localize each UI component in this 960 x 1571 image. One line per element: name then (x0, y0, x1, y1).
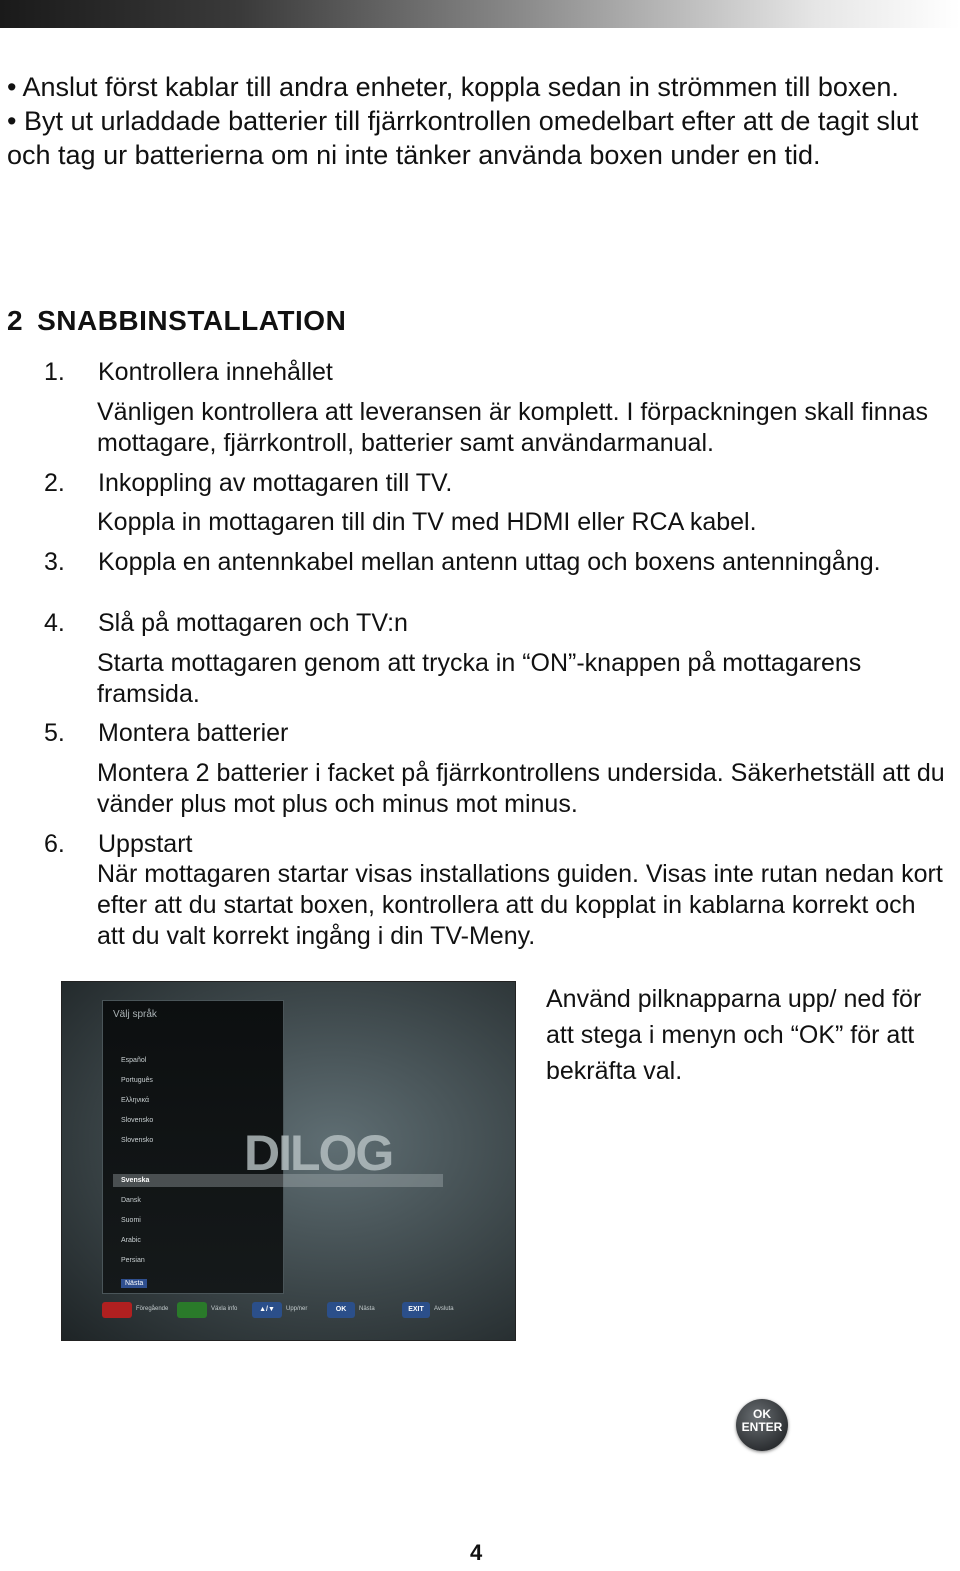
menu-title: Välj språk (113, 1009, 157, 1020)
language-item: Slovensko (121, 1117, 154, 1124)
section-title: SNABBINSTALLATION (37, 305, 347, 336)
step-desc-text: Montera 2 batterier i facket på fjärrkontrollens undersida. Säkerhetställ att du vänder plus mot plus och minus mot minus. (97, 759, 945, 818)
arrow-keys-icon: ▲/▼ (252, 1302, 282, 1318)
language-item: Español (121, 1057, 147, 1064)
step-title: Montera batterier (98, 719, 289, 747)
enter-label: ENTER (741, 1420, 783, 1434)
step-2-description (97, 507, 947, 538)
step-desc-text: Koppla in mottagaren till din TV med HDMI eller RCA kabel. (97, 508, 757, 536)
section-heading (7, 305, 346, 337)
step-title: Inkoppling av mottagaren till TV. (98, 469, 453, 497)
footer-label: Föregående (136, 1306, 169, 1312)
ok-enter-button-icon (736, 1399, 788, 1451)
step-4-description (97, 648, 947, 710)
step-5-description (97, 758, 947, 820)
step-title: Uppstart (98, 830, 193, 858)
navigation-hint (546, 981, 956, 1089)
language-item: Suomi (121, 1217, 141, 1224)
ok-key-icon: OK (327, 1302, 355, 1318)
section-number: 2 (7, 305, 24, 336)
tv-footer-bar (102, 1300, 492, 1322)
language-item: Slovensko (121, 1137, 154, 1144)
intro-bullets (7, 70, 957, 172)
header-gradient-bar (0, 0, 960, 28)
exit-key-icon: EXIT (402, 1302, 430, 1318)
page-number: 4 (470, 1540, 483, 1565)
step-1-description (97, 397, 947, 459)
intro-bullet: • Byt ut urladdade batterier till fjärrkontrollen omedelbart efter att de tagit slut och tag ur batterierna om ni inte tänker använda boxen under en tid. (7, 106, 919, 170)
step-number: 2. (44, 469, 65, 497)
footer-label: Växla info (211, 1306, 238, 1312)
step-desc-text: När mottagaren startar visas installations guiden. Visas inte rutan nedan kort efter att du startat boxen, kontrollera att du kopplat in kablarna korrekt och att du valt korrekt ingång i din TV-Meny. (97, 860, 943, 950)
step-title: Kontrollera innehållet (98, 358, 333, 386)
footer-label: Upp/ner (286, 1306, 308, 1312)
step-title: Slå på mottagaren och TV:n (98, 609, 408, 637)
red-key-icon (102, 1302, 132, 1318)
language-item: Português (121, 1077, 153, 1084)
next-button: Nästa (121, 1279, 147, 1288)
dilog-logo: DILOG (244, 1125, 393, 1181)
intro-bullet: • Anslut först kablar till andra enheter, koppla sedan in strömmen till boxen. (7, 72, 899, 102)
step-desc-text: Vänligen kontrollera att leveransen är komplett. I förpackningen skall finnas mottagare, fjärrkontroll, batterier samt användarmanual. (97, 398, 929, 457)
tv-menu-screenshot (61, 981, 516, 1341)
step-number: 6. (44, 830, 65, 858)
language-item: Dansk (121, 1197, 141, 1204)
ok-label: OK (753, 1407, 771, 1421)
language-item: Persian (121, 1257, 145, 1264)
step-number: 4. (44, 609, 65, 637)
language-item: Arabic (121, 1237, 141, 1244)
green-key-icon (177, 1302, 207, 1318)
footer-label: Avsluta (434, 1306, 454, 1312)
step-number: 3. (44, 548, 65, 576)
step-number: 1. (44, 358, 65, 386)
navigation-hint-text: Använd pilknapparna upp/ ned för att stega i menyn och “OK” för att bekräfta val. (546, 985, 922, 1085)
footer-label: Nästa (359, 1306, 375, 1312)
step-desc-text: Starta mottagaren genom att trycka in “ON”-knappen på mottagarens framsida. (97, 649, 862, 708)
step-6-description (97, 859, 947, 952)
step-number: 5. (44, 719, 65, 747)
language-item: Ελληνικά (121, 1097, 150, 1104)
step-title: Koppla en antennkabel mellan antenn uttag och boxens antenningång. (98, 548, 881, 576)
language-item-selected: Svenska (121, 1177, 150, 1184)
